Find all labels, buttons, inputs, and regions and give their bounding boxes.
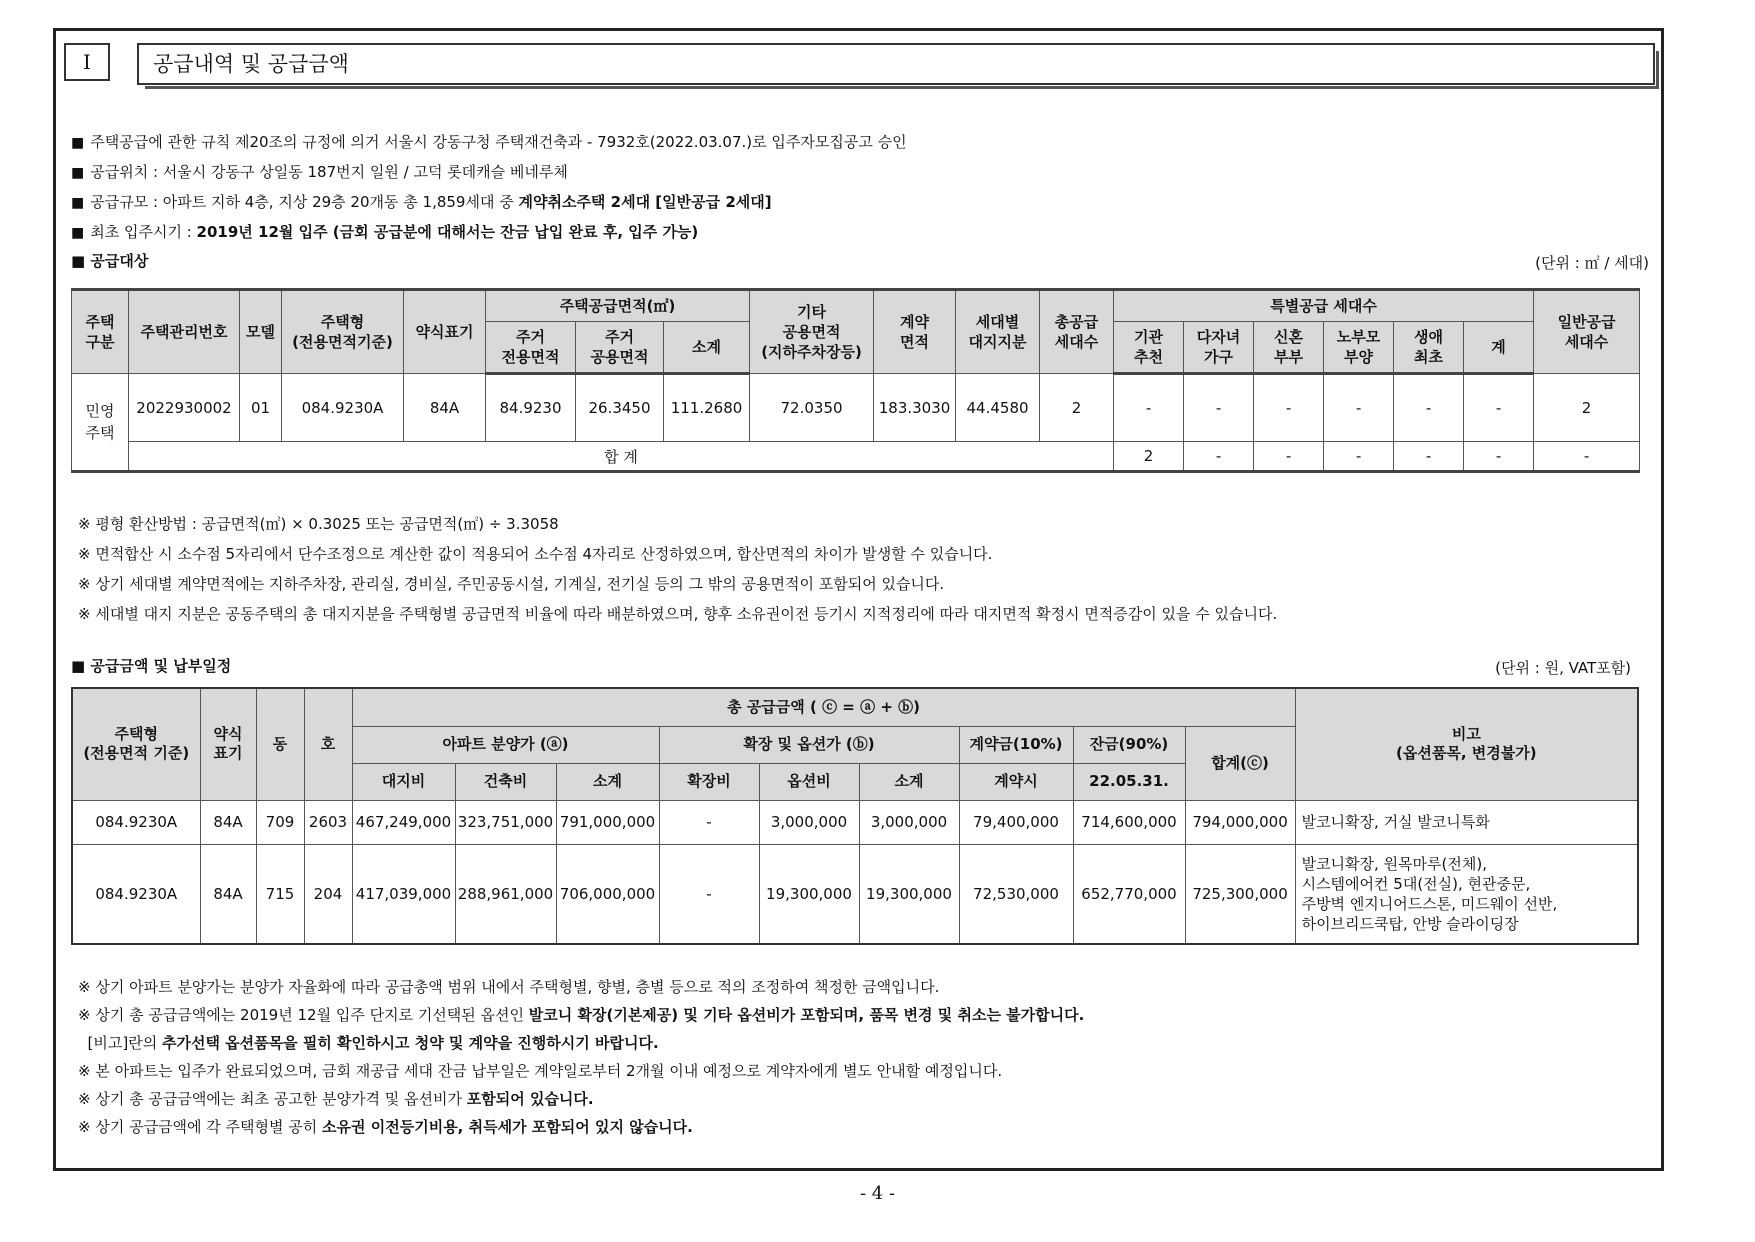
note-line <box>78 1057 1084 1085</box>
info-text: 공급위치 : 서울시 강동구 상일동 187번지 일원 / 고덕 롯데캐슬 베네루체 <box>90 163 568 181</box>
section-title: 공급내역 및 공급금액 <box>137 43 1655 85</box>
cell-house-type: 084.9230A <box>72 844 200 944</box>
th-ext-subtotal: 소계 <box>859 763 959 800</box>
th-land-cost: 대지비 <box>352 763 455 800</box>
cell-short: 84A <box>200 800 256 844</box>
price-unit: (단위 : 원, VAT포함) <box>1495 659 1631 677</box>
note-line: ※ 세대별 대지 지분은 공동주택의 총 대지지분을 주택형별 공급면적 비율에 따라 배분하였으며, 향후 소유권이전 등기시 지적정리에 따라 대지면적 확정시 면적증감이 있을 수 있습니다. <box>78 605 1278 623</box>
note-text: ※ 상기 공급금액에 각 주택형별 공히 <box>78 1118 323 1136</box>
bullet: ■ <box>71 225 85 241</box>
cell-land-cost: 417,039,000 <box>352 844 455 944</box>
th-sp-elderly: 노부모 부양 <box>1324 322 1394 374</box>
th-supply-area: 주택공급면적(㎡) <box>486 290 750 322</box>
price-notes-area <box>78 973 1084 1141</box>
price-label: ■ 공급금액 및 납부일정 <box>71 657 232 675</box>
supply-target-table <box>71 288 1640 473</box>
th-ext-cost: 확장비 <box>659 763 759 800</box>
bullet: ■ <box>71 195 85 211</box>
th-sp-newlywed: 신혼 부부 <box>1254 322 1324 374</box>
cell-sp: - <box>1184 374 1254 442</box>
th-mgmt-no: 주택관리번호 <box>129 290 240 374</box>
note-line <box>78 1029 1084 1057</box>
cell-ext-subtotal: 3,000,000 <box>859 800 959 844</box>
table-row <box>72 844 1638 944</box>
cell-sum: 725,300,000 <box>1185 844 1295 944</box>
bullet: ■ <box>71 165 85 181</box>
note-line <box>78 1085 1084 1113</box>
cell-dong: 715 <box>256 844 304 944</box>
cell-sum-sp: - <box>1324 442 1394 472</box>
th-balance-when: 22.05.31. <box>1073 763 1185 800</box>
cell-sum-label: 합 계 <box>129 442 1114 472</box>
page-number: - 4 - <box>859 1183 896 1204</box>
cell-balance: 652,770,000 <box>1073 844 1185 944</box>
price-table <box>71 687 1639 945</box>
cell-dong: 709 <box>256 800 304 844</box>
cell-land-share: 44.4580 <box>956 374 1040 442</box>
th-sp-multichild: 다자녀 가구 <box>1184 322 1254 374</box>
sum-row <box>72 442 1640 472</box>
cell-sp: - <box>1464 374 1534 442</box>
cell-common: 26.3450 <box>576 374 664 442</box>
note-bold: 추가선택 옵션품목을 필히 확인하시고 청약 및 계약을 진행하시기 바랍니다. <box>161 1034 659 1052</box>
cell-sum-sp: - <box>1394 442 1464 472</box>
th-build-cost: 건축비 <box>455 763 556 800</box>
cell-sum-sp: - <box>1464 442 1534 472</box>
th-total-price: 총 공급금액 ( ⓒ = ⓐ + ⓑ) <box>352 688 1295 726</box>
note-text: ※ 상기 아파트 분양가는 분양가 자율화에 따라 공급총액 범위 내에서 주택형별, 향별, 층별 등으로 적의 조정하여 책정한 금액입니다. <box>78 978 940 996</box>
note-text: ※ 상기 총 공급금액에는 2019년 12월 입주 단지로 기선택된 옵션인 <box>78 1006 529 1024</box>
cell-total-units: 2 <box>1040 374 1114 442</box>
info-line <box>71 223 698 242</box>
th-short: 약식표기 <box>404 290 486 374</box>
cell-sum-sp: - <box>1184 442 1254 472</box>
cell-house-type: 084.9230A <box>282 374 404 442</box>
cell-contract-area: 183.3030 <box>874 374 956 442</box>
cell-sum-sp: - <box>1254 442 1324 472</box>
cell-apt-subtotal: 791,000,000 <box>556 800 659 844</box>
cell-ext-cost: - <box>659 800 759 844</box>
cell-remark: 발코니확장, 거실 발코니특화 <box>1295 800 1638 844</box>
th-total-units: 총공급 세대수 <box>1040 290 1114 374</box>
th-sum: 합계(ⓒ) <box>1185 726 1295 800</box>
cell-subtotal: 111.2680 <box>664 374 750 442</box>
note-line: ※ 상기 세대별 계약면적에는 지하주차장, 관리실, 경비실, 주민공동시설, 기계실, 전기실 등의 그 밖의 공용면적이 포함되어 있습니다. <box>78 575 945 593</box>
th-special-units: 특별공급 세대수 <box>1114 290 1534 322</box>
th-house-class: 주택 구분 <box>72 290 129 374</box>
cell-deposit: 72,530,000 <box>959 844 1073 944</box>
cell-ho: 204 <box>304 844 352 944</box>
note-bold: 발코니 확장(기본제공) 및 기타 옵션비가 포함되며, 품목 변경 및 취소는 불가합니다. <box>528 1006 1085 1024</box>
info-text: 공급규모 : 아파트 지하 4층, 지상 29층 20개동 총 1,859세대 중 <box>90 193 519 211</box>
note-text: [비고]란의 <box>78 1034 162 1052</box>
note-line <box>78 973 1084 1001</box>
table-row <box>72 374 1640 442</box>
th-balance: 잔금(90%) <box>1073 726 1185 763</box>
th-general-units: 일반공급 세대수 <box>1534 290 1640 374</box>
th-subtotal: 소계 <box>664 322 750 374</box>
note-line: ※ 평형 환산방법 : 공급면적(㎡) × 0.3025 또는 공급면적(㎡) ÷ 3.3058 <box>78 515 559 533</box>
cell-other-area: 72.0350 <box>750 374 874 442</box>
info-line <box>71 133 907 152</box>
cell-ho: 2603 <box>304 800 352 844</box>
info-text: 최초 입주시기 : <box>90 223 197 241</box>
cell-general-units: 2 <box>1534 374 1640 442</box>
th-other-area: 기타 공용면적 (지하주차장등) <box>750 290 874 374</box>
cell-model: 01 <box>240 374 282 442</box>
cell-short: 84A <box>404 374 486 442</box>
cell-sum-sp: - <box>1534 442 1640 472</box>
th-apt-subtotal: 소계 <box>556 763 659 800</box>
note-text: ※ 상기 총 공급금액에는 최초 공고한 분양가격 및 옵션비가 <box>78 1090 467 1108</box>
th-house-type: 주택형 (전용면적 기준) <box>72 688 200 800</box>
th-remark: 비고 (옵션품목, 변경불가) <box>1295 688 1638 800</box>
table-row <box>72 800 1638 844</box>
cell-ext-cost: - <box>659 844 759 944</box>
cell-sum-total: 2 <box>1114 442 1184 472</box>
info-line <box>71 163 568 182</box>
th-apt-price: 아파트 분양가 (ⓐ) <box>352 726 659 763</box>
cell-sum: 794,000,000 <box>1185 800 1295 844</box>
cell-build-cost: 288,961,000 <box>455 844 556 944</box>
th-deposit: 계약금(10%) <box>959 726 1073 763</box>
th-ho: 호 <box>304 688 352 800</box>
info-line <box>71 193 772 212</box>
th-short: 약식 표기 <box>200 688 256 800</box>
th-option-cost: 옵션비 <box>759 763 859 800</box>
section-number: I <box>64 43 110 81</box>
th-sp-total: 계 <box>1464 322 1534 374</box>
cell-sp: - <box>1114 374 1184 442</box>
th-model: 모델 <box>240 290 282 374</box>
cell-ext-subtotal: 19,300,000 <box>859 844 959 944</box>
notes-area <box>78 509 1277 629</box>
cell-sp: - <box>1394 374 1464 442</box>
cell-exclusive: 84.9230 <box>486 374 576 442</box>
note-line <box>78 1001 1084 1029</box>
cell-apt-subtotal: 706,000,000 <box>556 844 659 944</box>
info-text: 주택공급에 관한 규칙 제20조의 규정에 의거 서울시 강동구청 주택재건축과 - 7932호(2022.03.07.)로 입주자모집공고 승인 <box>90 133 907 151</box>
note-text: ※ 본 아파트는 입주가 완료되었으며, 금회 재공급 세대 잔금 납부일은 계약일로부터 2개월 이내 예정으로 계약자에게 별도 안내할 예정입니다. <box>78 1062 1003 1080</box>
cell-balance: 714,600,000 <box>1073 800 1185 844</box>
target-unit: (단위 : ㎡ / 세대) <box>1535 254 1649 272</box>
th-land-share: 세대별 대지지분 <box>956 290 1040 374</box>
th-dong: 동 <box>256 688 304 800</box>
cell-option-cost: 19,300,000 <box>759 844 859 944</box>
th-ext-option: 확장 및 옵션가 (ⓑ) <box>659 726 959 763</box>
cell-mgmt-no: 2022930002 <box>129 374 240 442</box>
cell-build-cost: 323,751,000 <box>455 800 556 844</box>
info-bold: 계약취소주택 2세대 [일반공급 2세대] <box>518 193 772 211</box>
note-line <box>78 1113 1084 1141</box>
cell-house-type: 084.9230A <box>72 800 200 844</box>
th-exclusive: 주거 전용면적 <box>486 322 576 374</box>
note-bold: 포함되어 있습니다. <box>466 1090 594 1108</box>
th-contract-area: 계약 면적 <box>874 290 956 374</box>
cell-sp: - <box>1254 374 1324 442</box>
th-sp-agency: 기관 추천 <box>1114 322 1184 374</box>
th-deposit-when: 계약시 <box>959 763 1073 800</box>
note-bold: 소유권 이전등기비용, 취득세가 포함되어 있지 않습니다. <box>322 1118 693 1136</box>
cell-short: 84A <box>200 844 256 944</box>
cell-deposit: 79,400,000 <box>959 800 1073 844</box>
th-house-type: 주택형 (전용면적기준) <box>282 290 404 374</box>
cell-sp: - <box>1324 374 1394 442</box>
target-label: ■ 공급대상 <box>71 252 149 270</box>
info-bold: 2019년 12월 입주 (금회 공급분에 대해서는 잔금 납입 완료 후, 입주 가능) <box>196 223 699 241</box>
cell-option-cost: 3,000,000 <box>759 800 859 844</box>
page-frame <box>53 28 1664 1171</box>
cell-house-class: 민영 주택 <box>72 374 129 472</box>
cell-land-cost: 467,249,000 <box>352 800 455 844</box>
th-sp-firsttime: 생애 최초 <box>1394 322 1464 374</box>
cell-remark: 발코니확장, 원목마루(전체), 시스템에어컨 5대(전실), 현관중문, 주방벽 엔지니어드스톤, 미드웨이 선반, 하이브리드쿡탑, 안방 슬라이딩장 <box>1295 844 1638 944</box>
note-line: ※ 면적합산 시 소수점 5자리에서 단수조정으로 계산한 값이 적용되어 소수점 4자리로 산정하였으며, 합산면적의 차이가 발생할 수 있습니다. <box>78 545 993 563</box>
th-common: 주거 공용면적 <box>576 322 664 374</box>
bullet: ■ <box>71 135 85 151</box>
